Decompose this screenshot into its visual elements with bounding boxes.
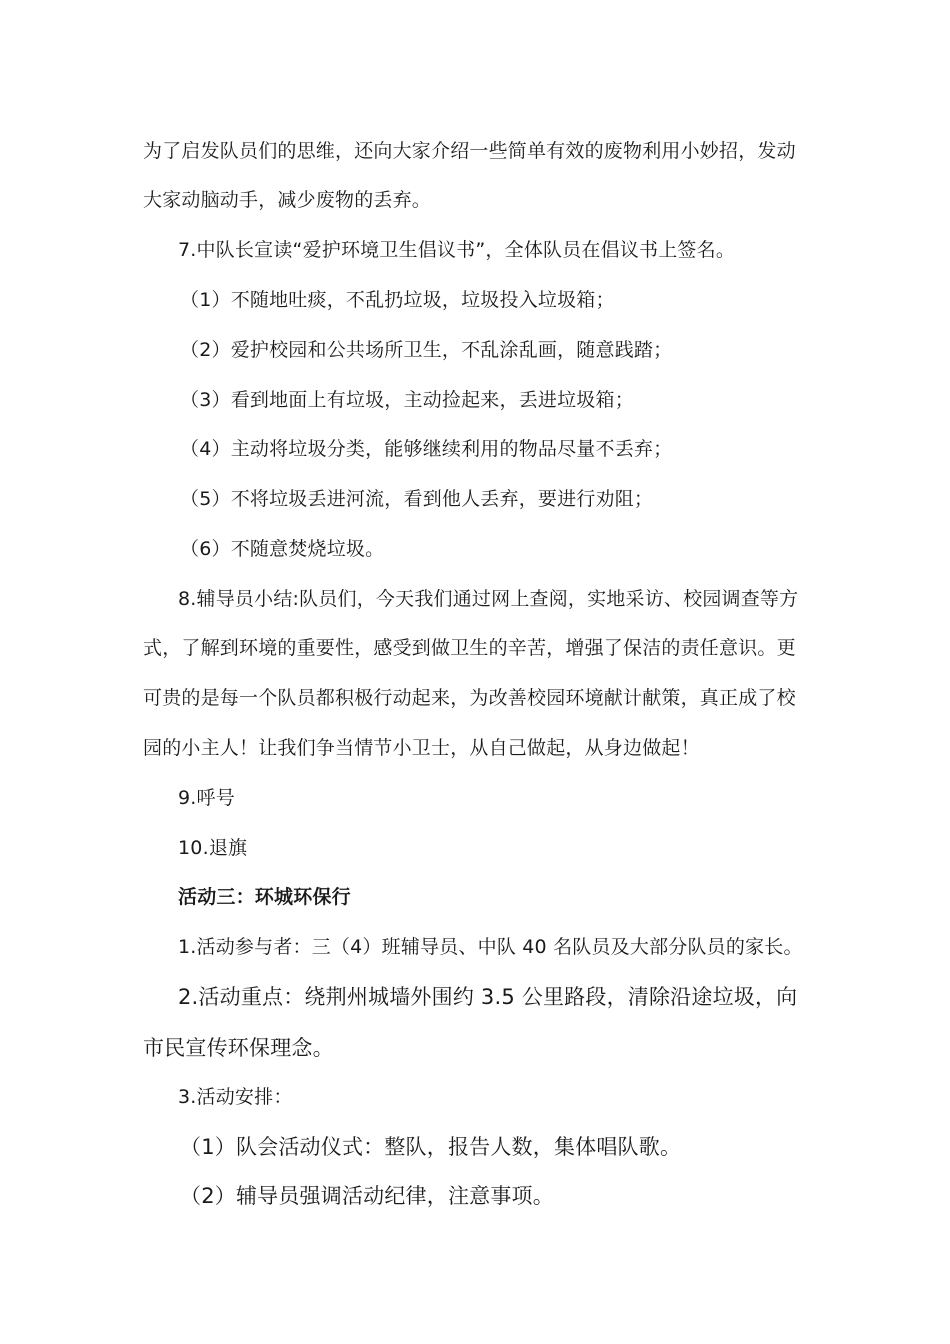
paragraph-line: 9.呼号 (178, 787, 235, 809)
list-item: （2）辅导员强调活动纪律，注意事项。 (180, 1184, 554, 1208)
list-item: （5）不将垃圾丢进河流，看到他人丢弃，要进行劝阻； (180, 488, 654, 510)
paragraph-line: 可贵的是每一个队员都积极行动起来，为改善校园环境献计献策，真正成了校 (143, 687, 796, 709)
paragraph-line: 3.活动安排： (178, 1086, 293, 1108)
paragraph-line: 10.退旗 (178, 837, 248, 859)
paragraph-line: 式，了解到环境的重要性，感受到做卫生的辛苦，增强了保洁的责任意识。更 (143, 637, 796, 659)
paragraph-line: 大家动脑动手，减少废物的丢弃。 (143, 189, 432, 211)
paragraph-line: 7.中队长宣读“爱护环境卫生倡议书”，全体队员在倡议书上签名。 (178, 239, 736, 261)
paragraph-line: 园的小主人！让我们争当情节小卫士，从自己做起，从身边做起！ (143, 737, 700, 759)
list-item: （1）队会活动仪式：整队，报告人数，集体唱队歌。 (180, 1135, 682, 1159)
list-item: （3）看到地面上有垃圾，主动捡起来，丢进垃圾箱； (180, 389, 634, 411)
list-item: （2）爱护校园和公共场所卫生，不乱涂乱画，随意践踏； (180, 339, 673, 361)
paragraph-line: 1.活动参与者：三（4）班辅导员、中队 40 名队员及大部分队员的家长。 (178, 936, 803, 958)
list-item: （4）主动将垃圾分类，能够继续利用的物品尽量不丢弃； (180, 438, 673, 460)
paragraph-line: 2.活动重点：绕荆州城墙外围约 3.5 公里路段，清除沿途垃圾，向 (178, 985, 798, 1009)
section-heading: 活动三：环城环保行 (178, 886, 351, 908)
list-item: （6）不随意焚烧垃圾。 (180, 538, 385, 560)
paragraph-line: 市民宣传环保理念。 (143, 1036, 334, 1060)
list-item: （1）不随地吐痰，不乱扔垃圾，垃圾投入垃圾箱； (180, 289, 615, 311)
paragraph-line: 为了启发队员们的思维，还向大家介绍一些简单有效的废物利用小妙招，发动 (143, 140, 796, 162)
paragraph-line: 8.辅导员小结:队员们，今天我们通过网上查阅，实地采访、校园调查等方 (178, 588, 799, 610)
